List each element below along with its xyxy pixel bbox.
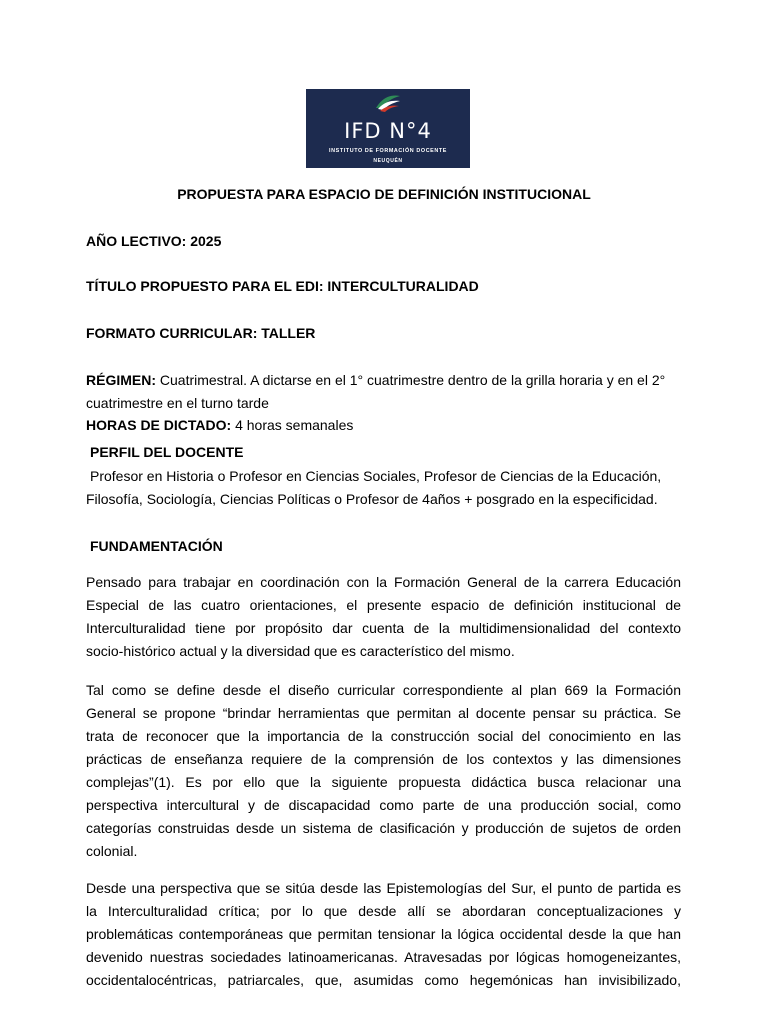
- document-title: PROPUESTA PARA ESPACIO DE DEFINICIÓN INSTITUCIONAL: [177, 186, 591, 202]
- fundamentacion-heading: FUNDAMENTACIÓN: [90, 538, 223, 554]
- paragraph-line: complejas”(1). Es por ello que la siguiente propuesta didáctica busca relacionar una: [86, 774, 681, 790]
- paragraph-line: Pensado para trabajar en coordinación con la Formación General de la carrera Educación: [86, 574, 681, 590]
- paragraph-line: Desde una perspectiva que se sitúa desde las Epistemologías del Sur, el punto de partida es: [86, 880, 681, 896]
- paragraph-line: problemáticas contemporáneas que permitan tensionar la lógica occidental desde la que han: [86, 926, 681, 942]
- logo-location: NEUQUÉN: [373, 158, 403, 164]
- paragraph-line: Tal como se define desde el diseño curricular correspondiente al plan 669 la Formación: [86, 682, 681, 698]
- logo-subtitle: INSTITUTO DE FORMACIÓN DOCENTE: [329, 148, 447, 154]
- titulo-edi: TÍTULO PROPUESTO PARA EL EDI: INTERCULTURALIDAD: [86, 278, 479, 294]
- ano-lectivo: AÑO LECTIVO: 2025: [86, 233, 222, 249]
- feather-logo-icon: [374, 92, 402, 112]
- paragraph-2: [86, 679, 681, 863]
- regimen-line-1: [86, 369, 665, 392]
- regimen-line-2: cuatrimestre en el turno tarde: [86, 395, 269, 411]
- paragraph-line: General se propone “brindar herramientas que permitan al docente pensar su práctica. Se: [86, 705, 681, 721]
- perfil-line-2: Filosofía, Sociología, Ciencias Políticas o Profesor de 4años + posgrado en la especificidad.: [86, 491, 658, 507]
- horas-dictado: [86, 414, 353, 437]
- paragraph-line: prácticas de enseñanza requiere de la comprensión de los contextos y las dimensiones: [86, 751, 681, 767]
- regimen-label: RÉGIMEN:: [86, 372, 156, 388]
- paragraph-line: la Interculturalidad crítica; por lo que desde allí se abordaran conceptualizaciones y: [86, 903, 681, 919]
- paragraph-line: colonial.: [86, 843, 138, 859]
- paragraph-line: occidentalocéntricas, patriarcales, que, asumidas como hegemónicas han invisibilizado,: [86, 972, 681, 988]
- paragraph-line: devenido nuestras sociedades latinoamericanas. Atravesadas por lógicas homogeneizantes,: [86, 949, 681, 965]
- paragraph-3: [86, 877, 681, 992]
- institution-logo: [306, 89, 470, 168]
- paragraph-line: Interculturalidad tiene por propósito dar cuenta de la multidimensionalidad del contexto: [86, 620, 681, 636]
- perfil-line-1: Profesor en Historia o Profesor en Ciencias Sociales, Profesor de Ciencias de la Educación,: [90, 468, 662, 484]
- regimen-text: Cuatrimestral. A dictarse en el 1° cuatrimestre dentro de la grilla horaria y en el 2°: [156, 372, 666, 388]
- logo-name: IFD N°4: [344, 119, 432, 143]
- paragraph-line: trata de reconocer que la importancia de la construcción social del conocimiento en las: [86, 728, 681, 744]
- formato-curricular: FORMATO CURRICULAR: TALLER: [86, 325, 316, 341]
- perfil-heading: PERFIL DEL DOCENTE: [90, 444, 244, 460]
- paragraph-line: perspectiva intercultural y de discapacidad como parte de una producción social, como: [86, 797, 681, 813]
- horas-label: HORAS DE DICTADO:: [86, 417, 232, 433]
- paragraph-line: socio-histórico actual y la diversidad que es característico del mismo.: [86, 643, 515, 659]
- horas-text: 4 horas semanales: [231, 417, 354, 433]
- paragraph-line: Especial de las cuatro orientaciones, el presente espacio de definición institucional de: [86, 597, 681, 613]
- paragraph-line: categorías construidas desde un sistema de clasificación y producción de sujetos de orden: [86, 820, 681, 836]
- paragraph-1: [86, 571, 681, 663]
